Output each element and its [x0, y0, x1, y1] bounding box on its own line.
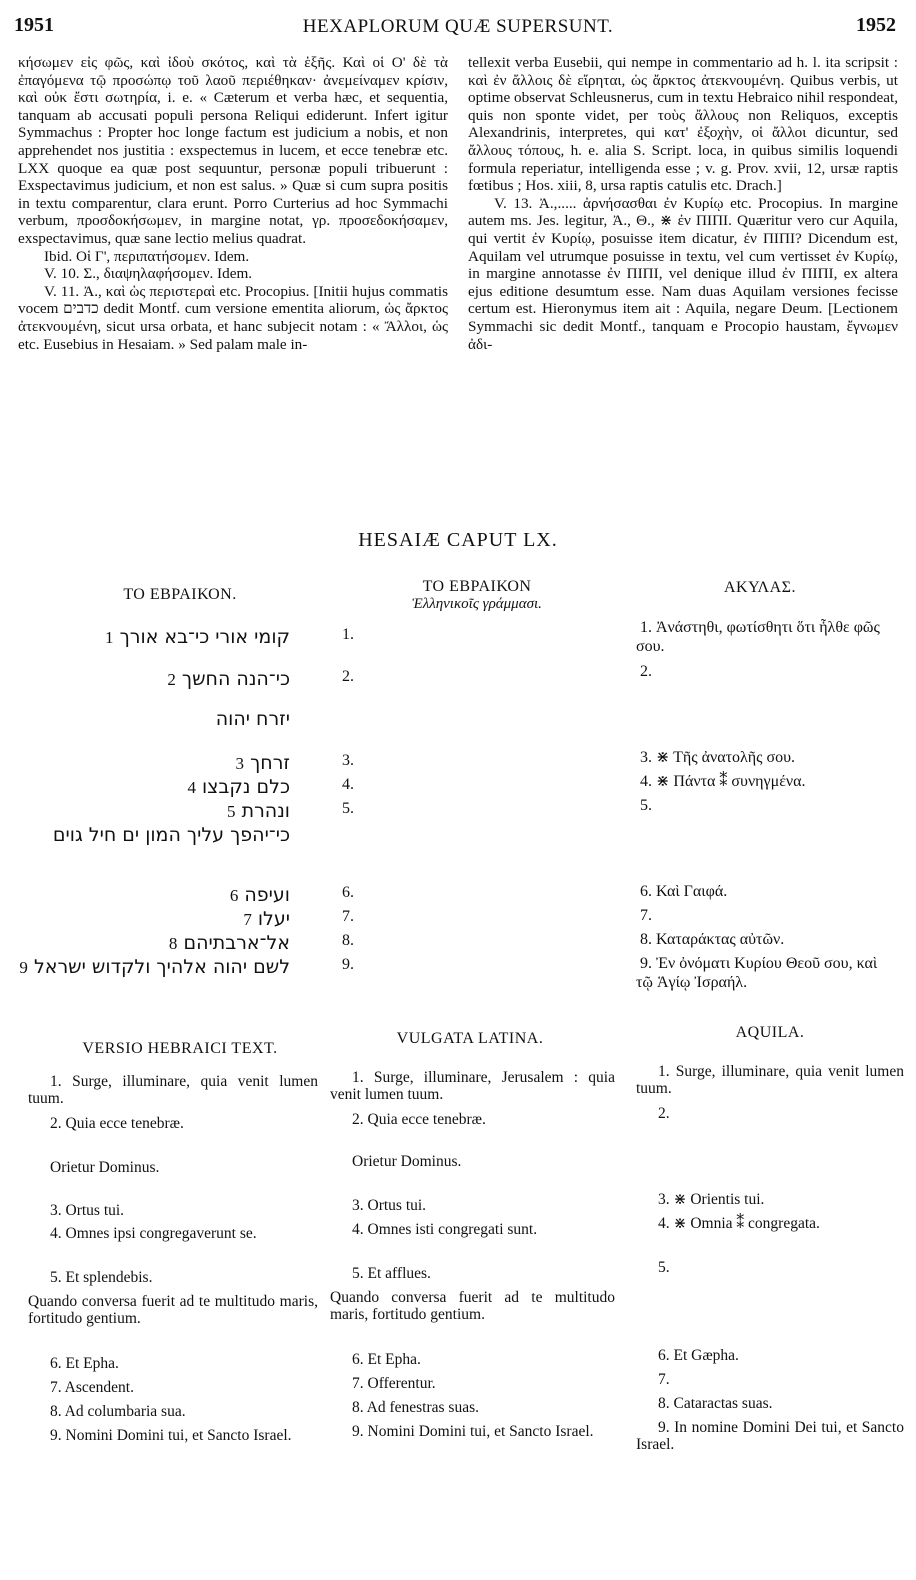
aquila-greek-column-header: ΑΚΥΛΑΣ.	[723, 579, 796, 596]
hebrew-greek-letters-subtitle: Ἑλληνικοῖς γράμμασι.	[412, 596, 542, 612]
hebrew-verse-line: קומי אורי כי־בא אורך 1	[105, 626, 290, 648]
aquila-latin-line: 3. ⋇ Orientis tui.	[658, 1191, 765, 1208]
vulgata-line: Orietur Dominus.	[352, 1153, 462, 1170]
aquila-latin-line: 5.	[658, 1259, 670, 1276]
aquila-greek-verse: 1. Ἀνάστηθι, φωτίσθητι ὅτι ἦλθε φῶς σου.	[636, 619, 880, 655]
running-title: HEXAPLORUM QUÆ SUPERSUNT.	[302, 16, 614, 37]
page-number-left: 1951	[14, 14, 54, 36]
hebrew-verse-line: כי־הנה החשך 2	[167, 668, 290, 690]
aquila-greek-verse: 6. Καὶ Γαιφά.	[640, 883, 728, 900]
aquila-latin-line: 2.	[658, 1105, 670, 1122]
aquila-latin-line: 7.	[658, 1371, 670, 1388]
commentary-paragraph: Ibid. Οἱ Γ', περιπατήσομεν. Idem.	[44, 247, 250, 265]
vulgata-latina-header: VULGATA LATINA.	[396, 1030, 544, 1047]
hebrew-verse-line: ונהרת 5	[227, 800, 290, 822]
vulgata-line: 7. Offerentur.	[352, 1375, 436, 1392]
verse-number: 5.	[342, 800, 354, 817]
chapter-title: HESAIÆ CAPUT LX.	[358, 529, 558, 551]
aquila-greek-verse: 4. ⋇ Πάντα ⁑ συνηγμένα.	[640, 773, 806, 790]
aquila-latin-line: 8. Cataractas suas.	[658, 1395, 773, 1412]
versio-line: 3. Ortus tui.	[50, 1202, 125, 1219]
versio-line: 1. Surge, illuminare, quia venit lumen tuum.	[28, 1073, 318, 1107]
commentary-left-column	[18, 54, 448, 353]
versio-line: 2. Quia ecce tenebræ.	[50, 1115, 184, 1132]
aquila-latin-line: 6. Et Gæpha.	[658, 1347, 739, 1364]
versio-line: 5. Et splendebis.	[50, 1269, 153, 1286]
versio-line: Orietur Dominus.	[50, 1159, 160, 1176]
versio-line: 9. Nomini Domini tui, et Sancto Israel.	[50, 1427, 292, 1444]
vulgata-line: 3. Ortus tui.	[352, 1197, 427, 1214]
page-number-right: 1952	[856, 14, 896, 36]
hebrew-verse-line: יזרח יהוה	[215, 708, 290, 730]
vulgata-line: 1. Surge, illuminare, Jerusalem : quia venit lumen tuum.	[330, 1069, 615, 1103]
verse-number: 3.	[342, 752, 354, 769]
hebrew-verse-line: כלם נקבצו 4	[187, 776, 290, 798]
hebrew-verse-line: לשם יהוה אלהיך ולקדוש ישראל 9	[19, 956, 290, 978]
vulgata-line: 8. Ad fenestras suas.	[352, 1399, 479, 1416]
aquila-latin-header: AQUILA.	[735, 1024, 805, 1041]
aquila-greek-verse: 9. Ἐν ὀνόματι Κυρίου Θεοῦ σου, καὶ τῷ Ἁγίῳ Ἰσραήλ.	[636, 955, 878, 991]
commentary-paragraph: κήσωμεν εἰς φῶς, καὶ ἰδοὺ σκότος, καὶ τὰ ἑξῆς. Καὶ οἱ Ο' δὲ τὰ ἐπαγόμενα τῷ προσώπῳ τοῦ λαοῦ περιέθηκαν· ἀνεμείναμεν κρίσιν, καὶ οὐκ ἔστι σωτηρία, i. e. « Cæterum et verba hæc, et sequentia, tanquam ab accusati populi persona Reliqui ediderunt. Infert igitur Symmachus : Propter hoc longe factum est judicium a nobis, et non apprehendet nos justitia : exspectemus in lucem, et ecce tenebræ etc. LXX quoque ea quæ post sequuntur, personæ populi tribuerunt : Exspectavimus judicium, et non est salus. » Quæ si cum supra positis in textu comparentur, clara erunt. Porro Curterius ad hoc Symmachi verbum, προσδοκήσωμεν, in margine notat, γρ. προσεδοκήσαμεν, exspectavimus, quæ sane lectio melius quadrat.	[18, 54, 448, 247]
hebrew-greek-letters-title: ΤΟ ΕΒΡΑΙΚΟΝ	[422, 578, 532, 595]
verse-number: 1.	[342, 626, 354, 643]
aquila-latin-line: 4. ⋇ Omnia ⁑ congregata.	[658, 1215, 820, 1232]
aquila-latin-line: 1. Surge, illuminare, quia venit lumen tuum.	[636, 1063, 904, 1097]
hebrew-verse-line: זרחך 3	[235, 752, 290, 774]
verse-number: 7.	[342, 908, 354, 925]
versio-line: 6. Et Epha.	[50, 1355, 119, 1372]
hebrew-verse-line: ועיפה 6	[229, 884, 290, 906]
commentary-paragraph: V. 11. Ἀ., καὶ ὡς περιστεραὶ etc. Procopius. [Initii hujus commatis vocem כדבים dedit Montf. cum versione ementita aliorum, ὡς ἄρκτος ἀτεκνουμένη, sicut ursa orbata, et hanc subjecit notam : « Ἄλλοι, ὡς etc. Eusebius in Hesaiam. » Sed palam male in-	[18, 282, 448, 353]
commentary-paragraph: V. 13. Ἀ.,..... ἀρνήσασθαι ἐν Κυρίῳ etc. Procopius. In margine autem ms. Jes. legitur, Ἀ., Θ., ⋇ ἐν ΠΙΠΙ. Quæritur vero cur Aquila, qui vertit ἐν Κυρίῳ, posuisse item dicatur, ἐν ΠΙΠΙ? Dicendum est, Aquilam vel utrumque posuisse in textu, vel cum vertisset ἐν Κυρίῳ, in margine annotasse ἐν ΠΙΠΙ, vel denique illud ἐν ΠΙΠΙ, ex altera ejus editione desumtum esse. Nam duas Aquilam versiones fecisse certum est. Hieronymus item ait : Aquila, negare Deum. [Lectionem Symmachi sic dedit Montf., tanquam e Procopio haustam, ἔγνωμεν ἀδι-	[468, 194, 898, 353]
hebrew-greek-letters-column-header	[342, 578, 612, 613]
aquila-greek-verse: 5.	[640, 797, 652, 814]
hebrew-column-header: ΤΟ ΕΒΡΑΙΚΟΝ.	[123, 586, 237, 603]
hebrew-verse-line: יעלו 7	[243, 908, 290, 930]
verse-number: 8.	[342, 932, 354, 949]
versio-line: Quando conversa fuerit ad te multitudo maris, fortitudo gentium.	[28, 1293, 318, 1327]
commentary-paragraph: V. 10. Σ., διαψηλαφήσομεν. Idem.	[44, 265, 253, 283]
verse-number: 2.	[342, 668, 354, 685]
aquila-latin-line: 9. In nomine Domini Dei tui, et Sancto Israel.	[636, 1419, 904, 1453]
commentary-right-column	[468, 54, 898, 353]
versio-line: 4. Omnes ipsi congregaverunt se.	[50, 1225, 257, 1242]
versio-hebraici-header: VERSIO HEBRAICI TEXT.	[82, 1040, 278, 1057]
hebrew-verse-line: אל־ארבתיהם 8	[168, 932, 290, 954]
verse-number: 9.	[342, 956, 354, 973]
vulgata-line: 6. Et Epha.	[352, 1351, 421, 1368]
hebrew-verse-line: כי־יהפך עליך המון ים חיל גוים	[52, 824, 290, 846]
aquila-greek-verse: 8. Καταράκτας αὐτῶν.	[640, 931, 785, 948]
vulgata-line: 5. Et afflues.	[352, 1265, 431, 1282]
verse-number: 6.	[342, 884, 354, 901]
aquila-greek-verse: 2.	[640, 663, 652, 680]
versio-line: 7. Ascendent.	[50, 1379, 134, 1396]
page-header	[0, 6, 916, 38]
aquila-greek-verse: 7.	[640, 907, 652, 924]
vulgata-line: 9. Nomini Domini tui, et Sancto Israel.	[352, 1423, 594, 1440]
vulgata-line: 4. Omnes isti congregati sunt.	[352, 1221, 538, 1238]
vulgata-line: 2. Quia ecce tenebræ.	[352, 1111, 486, 1128]
commentary-paragraph: tellexit verba Eusebii, qui nempe in commentario ad h. l. ita scripsit : καὶ ἐν ἄλλοις δὲ εἴρηται, ὡς ἄρκτος ἀτεκνουμένη. Quibus verbis, ut optime observat Schleusnerus, cum in textu Hebraico nihil respondeat, quis non sponte videt, per τοὺς ἄλλους non Reliquos, exceptis Alexandrinis, interpretes, qui κατ' ἐξοχὴν, οἱ ἄλλοι dicuntur, sed ἄλλους τόπους, h. e. alia S. Script. loca, in quibus similis loquendi formula reperiatur, intelligenda esse ; v. g. Prov. xvii, 12, ursæ raptis fœtibus ; Hos. xiii, 8, ursa raptis catulis etc. Drach.]	[468, 54, 898, 195]
versio-line: 8. Ad columbaria sua.	[50, 1403, 186, 1420]
aquila-greek-verse: 3. ⋇ Τῆς ἀνατολῆς σου.	[640, 749, 796, 766]
vulgata-line: Quando conversa fuerit ad te multitudo maris, fortitudo gentium.	[330, 1289, 615, 1323]
verse-number: 4.	[342, 776, 354, 793]
